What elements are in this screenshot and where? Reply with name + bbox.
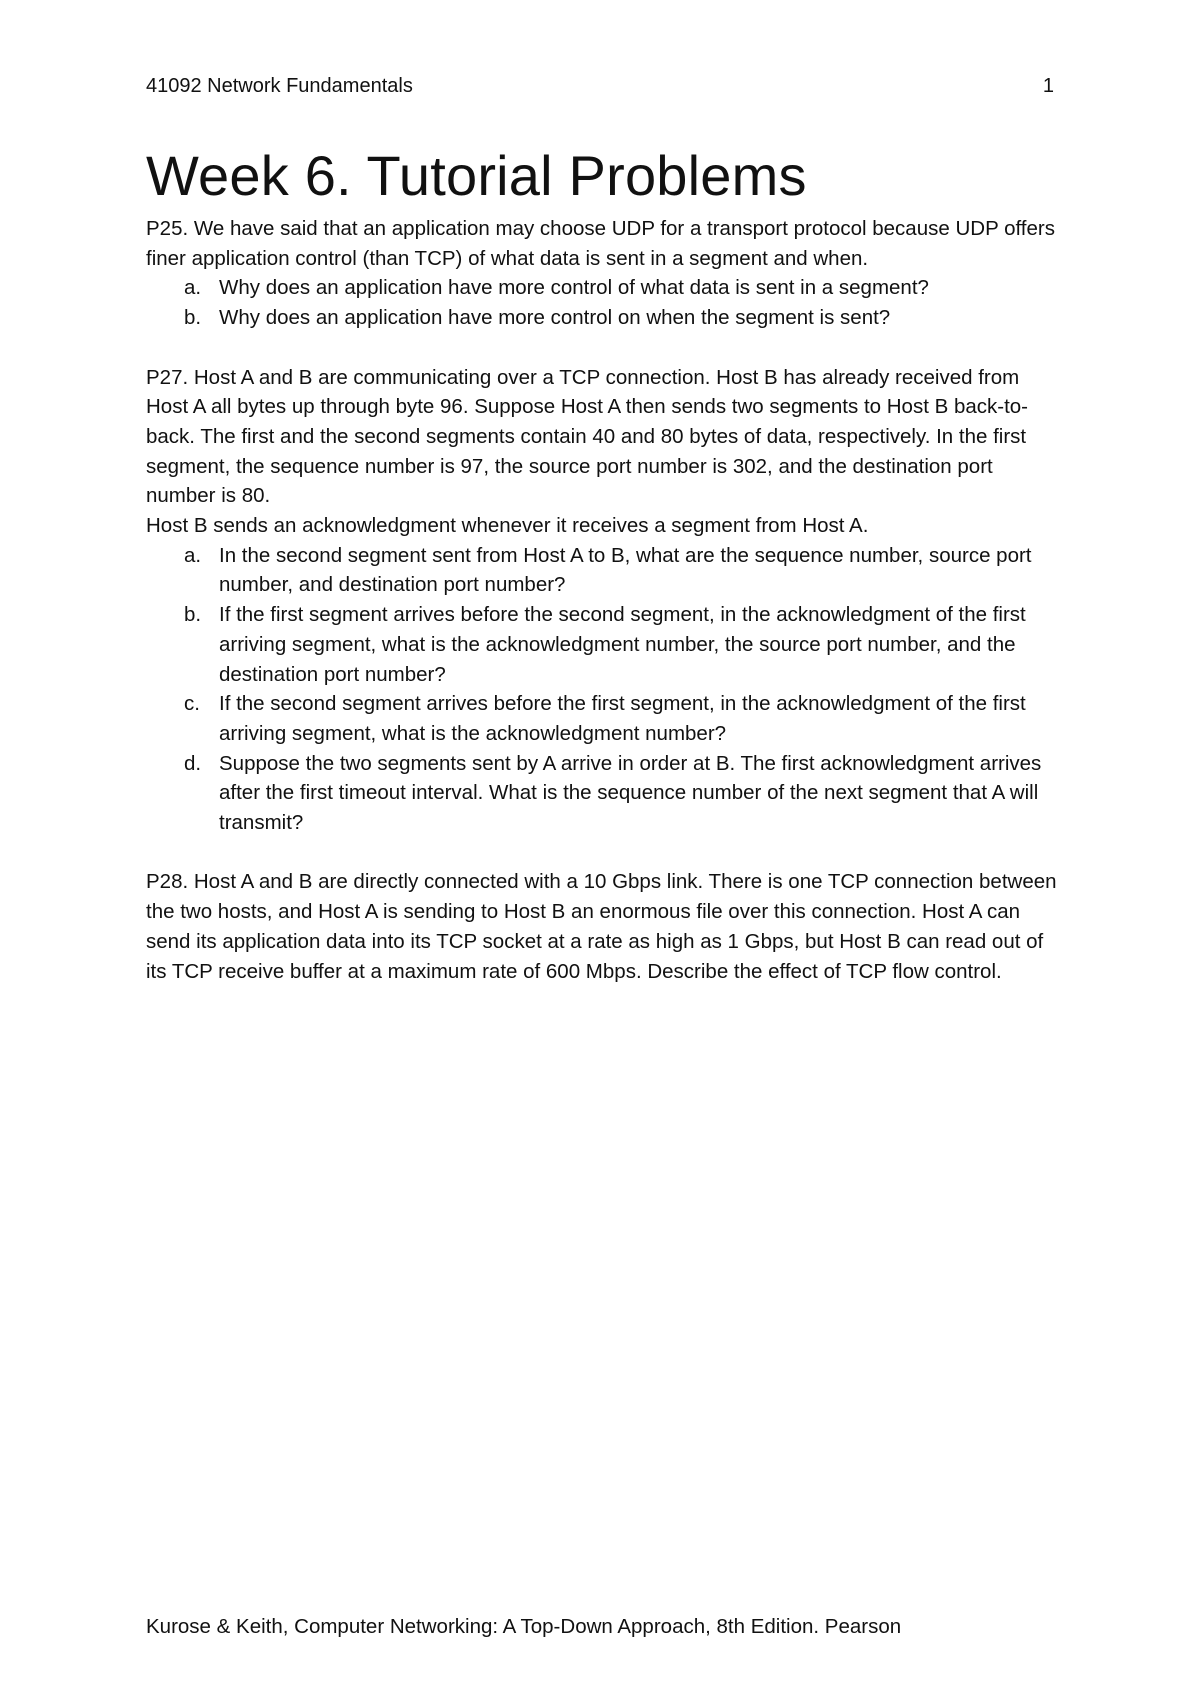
list-marker: b. bbox=[184, 603, 202, 627]
problem-p25 bbox=[146, 214, 1066, 333]
question-text: Why does an application have more control on when the segment is sent? bbox=[219, 306, 891, 330]
problem-p27 bbox=[146, 363, 1066, 838]
page-number: 1 bbox=[1042, 75, 1054, 97]
list-marker: d. bbox=[184, 751, 202, 775]
problem-p25-questions bbox=[146, 273, 1066, 332]
course-title: 41092 Network Fundamentals bbox=[146, 75, 413, 97]
question-text: Why does an application have more control of what data is sent in a segment? bbox=[219, 276, 929, 300]
document-body bbox=[146, 214, 1066, 1016]
question-text: If the first segment arrives before the second segment, in the acknowledgment of the first arriving segment, what is the acknowledgment number, the source port number, and the destination port number? bbox=[219, 603, 1026, 686]
citation: Kurose & Keith, Computer Networking: A Top-Down Approach, 8th Edition. Pearson bbox=[146, 1615, 902, 1638]
page-title: Week 6. Tutorial Problems bbox=[146, 144, 807, 207]
list-marker: c. bbox=[184, 692, 200, 716]
list-marker: a. bbox=[184, 543, 202, 567]
problem-p25-intro: P25. We have said that an application may choose UDP for a transport protocol because UDP offers finer application control (than TCP) of what data is sent in a segment and when. bbox=[146, 217, 1055, 270]
list-item bbox=[146, 689, 1066, 748]
list-item bbox=[146, 541, 1066, 600]
problem-p27-intro: P27. Host A and B are communicating over a TCP connection. Host B has already received from Host A all bytes up through byte 96. Suppose Host A then sends two segments to Host B back-to-back. The first and the second segments contain 40 and 80 bytes of data, respectively. In the first segment, the sequence number is 97, the source port number is 302, and the destination port number is 80. bbox=[146, 365, 1029, 508]
problem-p27-questions bbox=[146, 541, 1066, 838]
question-text: In the second segment sent from Host A to B, what are the sequence number, source port number, and destination port number? bbox=[219, 543, 1032, 597]
question-text: Suppose the two segments sent by A arrive in order at B. The first acknowledgment arrives after the first timeout interval. What is the sequence number of the next segment that A will transmit? bbox=[219, 751, 1042, 835]
list-marker: b. bbox=[184, 306, 202, 330]
list-item bbox=[146, 303, 1066, 333]
problem-p28-intro: P28. Host A and B are directly connected with a 10 Gbps link. There is one TCP connection between the two hosts, and Host A is sending to Host B an enormous file over this connection. Host A can send its application data into its TCP socket at a rate as high as 1 Gbps, but Host B can read out of its TCP receive buffer at a maximum rate of 600 Mbps. Describe the effect of TCP flow control. bbox=[146, 870, 1057, 983]
problem-p28 bbox=[146, 867, 1066, 986]
list-marker: a. bbox=[184, 276, 202, 300]
page-footer bbox=[146, 1613, 901, 1641]
page-header bbox=[146, 72, 1054, 100]
list-item bbox=[146, 749, 1066, 838]
problem-p27-intro-2: Host B sends an acknowledgment whenever it receives a segment from Host A. bbox=[146, 514, 869, 538]
question-text: If the second segment arrives before the first segment, in the acknowledgment of the first arriving segment, what is the acknowledgment number? bbox=[219, 692, 1026, 745]
list-item bbox=[146, 600, 1066, 689]
list-item bbox=[146, 273, 1066, 303]
